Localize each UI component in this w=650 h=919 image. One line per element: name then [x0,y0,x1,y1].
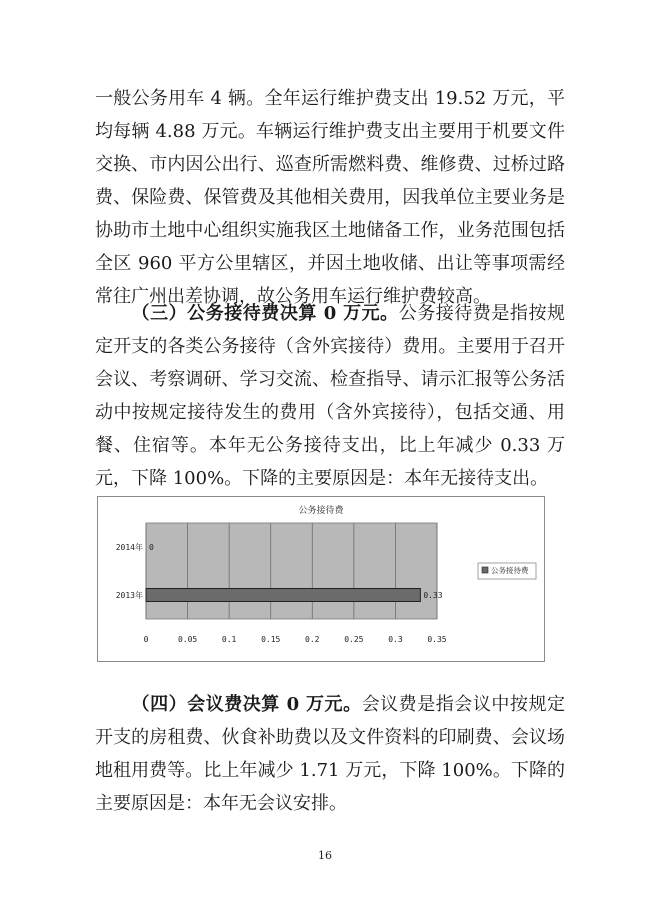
data-label: 0 [149,543,154,552]
paragraph-meeting-fee [95,688,565,820]
plot-area [146,523,437,619]
chart-title: 公务接待费 [298,506,344,516]
x-tick-label: 0 [143,635,149,644]
data-label: 0.33 [423,591,443,600]
x-tick-label: 0.25 [344,635,364,644]
paragraph-text: 一般公务用车 4 辆。全年运行维护费支出 19.52 万元，平均每辆 4.88 万元。车辆运行维护费支出主要用于机要文件交换、市内因公出行、巡查所需燃料费、维修费、过桥过路费、保险费、保管费及其他相关费用，因我单位主要业务是协助市土地中心组织实施我区土地储备工作，业务范围包括全区 960 平方公里辖区，并因土地收储、出让等事项需经常往广州出差协调，故公务用车运行维护费较高。 [95,88,565,307]
category-label: 2014年 [115,543,143,552]
category-label: 2013年 [115,591,143,600]
chart-svg [98,497,544,661]
x-tick-label: 0.15 [261,635,281,644]
legend [478,563,536,579]
x-tick-label: 0.2 [305,635,320,644]
x-tick-label: 0.1 [221,635,237,644]
x-tick-label: 0.3 [388,635,403,644]
x-tick-label: 0.05 [177,635,198,644]
reception-fee-chart [97,496,545,662]
x-tick-label: 0.35 [427,635,447,644]
paragraph-reception-fee [95,297,565,495]
paragraph-text: 公务接待费是指按规定开支的各类公务接待（含外宾接待）费用。主要用于召开会议、考察调研、学习交流、检查指导、请示汇报等公务活动中按规定接待发生的费用（含外宾接待），包括交通、用餐、住宿等。本年无公务接待支出，比上年减少 0.33 万元，下降 100%。下降的主要原因是：本年无接待支出。 [95,303,565,489]
bar [146,589,420,602]
legend-swatch [482,567,488,573]
legend-label: 公务接待费 [491,566,529,575]
section-heading-meeting: （四）会议费决算 0 万元。 [131,694,362,715]
paragraph-vehicle-maintenance [95,82,565,313]
paragraph-text: 会议费是指会议中按规定开支的房租费、伙食补助费以及文件资料的印刷费、会议场地租用费等。比上年减少 1.71 万元，下降 100%。下降的主要原因是：本年无会议安排。 [95,694,565,814]
category-labels [116,542,143,600]
x-tick-labels [144,635,447,644]
bars [146,589,420,602]
page-number: 16 [318,849,332,862]
section-heading-reception: （三）公务接待费决算 0 万元。 [131,303,399,324]
